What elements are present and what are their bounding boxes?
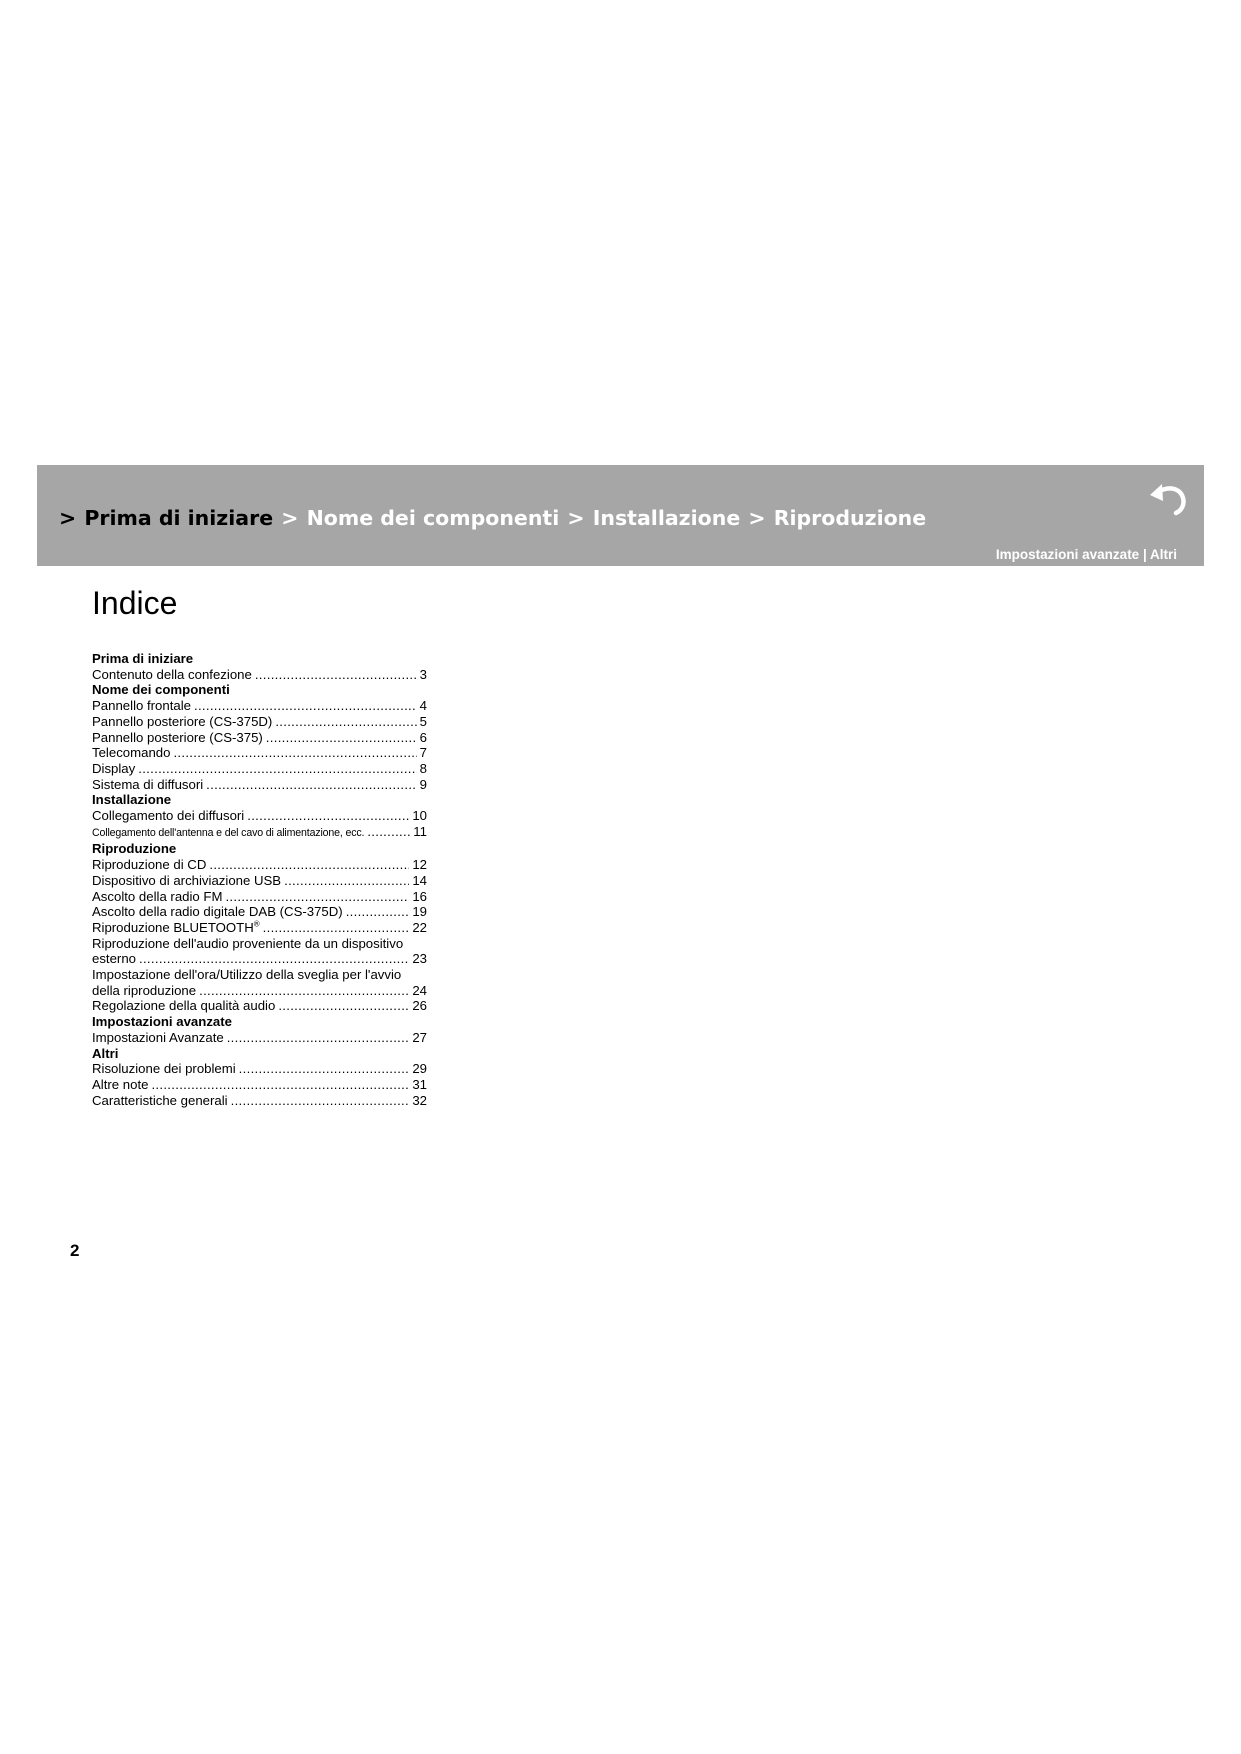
toc-entry-page: 5 (419, 713, 427, 729)
toc-entry[interactable] (92, 745, 427, 761)
toc-entry-label-text: Pannello posteriore (CS-375D) (92, 713, 273, 729)
toc-entry-page: 27 (412, 1029, 427, 1045)
nav-item-nome-dei-componenti[interactable]: Nome dei componenti (306, 506, 560, 530)
nav-item-impostazioni-avanzate[interactable]: Impostazioni avanzate (995, 547, 1140, 562)
toc-leader-dots (255, 667, 417, 683)
toc-leader-dots (227, 1030, 410, 1046)
registered-mark: ® (253, 919, 260, 929)
toc-entry-label (92, 745, 170, 761)
toc-entry[interactable] (92, 857, 427, 873)
toc-leader-dots (266, 730, 417, 746)
toc-entry-label (92, 1061, 236, 1077)
toc-entry-label (92, 1077, 148, 1093)
toc-entry-label-text: Regolazione della qualità audio (92, 998, 276, 1014)
toc-section-title: Altri (92, 1045, 119, 1061)
nav-item-altri[interactable]: Altri (1150, 547, 1177, 562)
toc-leader-dots (263, 920, 410, 936)
toc-entry-label (92, 998, 275, 1014)
toc-entry-label-text: Sistema di diffusori (92, 776, 204, 792)
toc-entry-label-text: Collegamento dell'antenna e del cavo di alimentazione, ecc. (92, 826, 365, 839)
toc-entry-label-text: Collegamento dei diffusori (92, 808, 245, 824)
toc-section-title: Installazione (92, 792, 172, 808)
toc-leader-dots (278, 998, 409, 1014)
toc-entry-label (92, 730, 263, 746)
toc-entry-page: 4 (419, 698, 427, 714)
toc-entry[interactable] (92, 1030, 427, 1046)
toc-entry-page: 3 (419, 666, 427, 682)
toc-entry-page: 11 (413, 823, 427, 839)
toc-entry-label-text: Caratteristiche generali (92, 1092, 228, 1108)
toc-entry-label (92, 1093, 228, 1109)
toc-entry[interactable] (92, 1093, 427, 1109)
toc-entry[interactable] (92, 920, 427, 936)
toc-leader-dots (206, 777, 416, 793)
toc-entry-label-text: Risoluzione dei problemi (92, 1061, 236, 1077)
header-bar (37, 465, 1204, 566)
toc-entry-label (92, 826, 364, 842)
toc-entry[interactable] (92, 889, 427, 905)
toc-section-title: Prima di iniziare (92, 651, 194, 666)
toc-entry[interactable] (92, 998, 427, 1014)
toc-entry-label (92, 808, 244, 824)
toc-entry[interactable] (92, 777, 427, 793)
toc-leader-dots (138, 761, 416, 777)
toc-entry-label-text: della riproduzione (92, 982, 197, 998)
toc-leader-dots (239, 1061, 410, 1077)
toc-entry[interactable] (92, 761, 427, 777)
toc-section-title: Impostazioni avanzate (92, 1014, 232, 1030)
toc-entry[interactable] (92, 951, 427, 967)
toc-entry-label-text: Dispositivo di archiviazione USB (92, 872, 282, 888)
toc-entry[interactable] (92, 698, 427, 714)
toc-leader-dots (209, 857, 409, 873)
toc-entry-label (92, 983, 196, 999)
nav-separator: > (281, 506, 299, 530)
toc-entry-label-text: Display (92, 760, 136, 776)
toc-entry-page: 16 (412, 888, 427, 904)
nav-separator: > (748, 506, 766, 530)
toc-entry-page: 29 (412, 1061, 427, 1077)
toc-entry-label-text: Pannello frontale (92, 698, 191, 714)
toc-entry-page: 8 (419, 760, 427, 776)
toc-entry-label-text: Pannello posteriore (CS-375) (92, 729, 263, 745)
toc-leader-dots (151, 1077, 409, 1093)
page-title: Indice (92, 585, 178, 621)
toc-entry-page: 23 (412, 951, 427, 967)
toc-entry-label-text: Ascolto della radio FM (92, 888, 223, 904)
toc-section-title: Riproduzione (92, 841, 177, 857)
toc-entry-page: 26 (412, 998, 427, 1014)
toc-entry-label-text: Telecomando (92, 745, 171, 761)
toc-entry[interactable] (92, 667, 427, 683)
toc-entry[interactable] (92, 730, 427, 746)
nav-item-riproduzione[interactable]: Riproduzione (773, 506, 927, 530)
toc-entry[interactable] (92, 1061, 427, 1077)
toc-leader-dots (284, 873, 409, 889)
toc-entry-label (92, 777, 203, 793)
toc-entry-page: 32 (412, 1092, 427, 1108)
toc-entry-label-line1[interactable]: Impostazione dell'ora/Utilizzo della sveglia per l'avvio (92, 967, 402, 983)
toc-leader-dots (139, 951, 409, 967)
back-arrow-icon[interactable] (1148, 480, 1188, 516)
toc-entry-page: 12 (412, 857, 427, 873)
toc-entry[interactable] (92, 1077, 427, 1093)
toc-leader-dots (173, 745, 416, 761)
toc-entry-label-text: Impostazioni Avanzate (92, 1029, 224, 1045)
toc-leader-dots (367, 824, 410, 840)
toc-entry[interactable] (92, 808, 427, 824)
sub-nav (996, 547, 1177, 562)
toc-entry-label-text: Contenuto della confezione (92, 666, 252, 682)
toc-entry-label-text: Riproduzione BLUETOOTH (92, 919, 254, 935)
toc-entry-label-text: Ascolto della radio digitale DAB (CS-375D) (92, 904, 343, 920)
toc-entry-label (92, 857, 206, 873)
toc-leader-dots (199, 983, 409, 999)
toc-entry[interactable] (92, 824, 427, 842)
nav-separator: > (59, 506, 77, 530)
toc-entry-page: 31 (412, 1076, 427, 1092)
toc-entry-label (92, 920, 260, 936)
toc-entry[interactable] (92, 983, 427, 999)
toc-entry-label (92, 667, 252, 683)
nav-item-prima-di-iniziare[interactable]: Prima di iniziare (84, 506, 274, 530)
toc-entry-page: 14 (412, 872, 427, 888)
toc-entry-page: 10 (412, 808, 427, 824)
toc-entry[interactable] (92, 873, 427, 889)
toc-entry-label (92, 714, 272, 730)
sub-nav-separator: | (1142, 547, 1147, 562)
toc-entry-label-text: Altre note (92, 1076, 149, 1092)
toc-entry-page: 7 (419, 745, 427, 761)
toc-entry-label-line1[interactable]: Riproduzione dell'audio proveniente da un dispositivo (92, 935, 404, 951)
toc-entry-label (92, 889, 222, 905)
toc-entry-page: 22 (412, 919, 427, 935)
toc-entry[interactable] (92, 714, 427, 730)
page-number: 2 (70, 1241, 80, 1260)
toc-leader-dots (194, 698, 417, 714)
toc-entry-label-text: esterno (92, 951, 136, 967)
toc-entry-page: 19 (412, 904, 427, 920)
toc-entry-page: 9 (419, 776, 427, 792)
toc-entry-label (92, 1030, 224, 1046)
toc-entry-label (92, 951, 136, 967)
toc-entry-label (92, 698, 191, 714)
toc-leader-dots (225, 889, 409, 905)
toc-leader-dots (346, 904, 410, 920)
toc-entry-label (92, 761, 135, 777)
nav-item-installazione[interactable]: Installazione (592, 506, 741, 530)
toc-entry-label (92, 873, 281, 889)
toc-entry-page: 24 (412, 982, 427, 998)
toc-leader-dots (275, 714, 416, 730)
toc-leader-dots (231, 1093, 410, 1109)
breadcrumb-nav (58, 506, 926, 530)
toc-entry-label (92, 904, 343, 920)
toc-section-title: Nome dei componenti (92, 682, 230, 698)
nav-separator: > (567, 506, 585, 530)
toc-entry[interactable] (92, 904, 427, 920)
toc-entry-page: 6 (419, 729, 427, 745)
toc-entry-label-text: Riproduzione di CD (92, 857, 207, 873)
table-of-contents (92, 651, 427, 1108)
toc-leader-dots (247, 808, 409, 824)
